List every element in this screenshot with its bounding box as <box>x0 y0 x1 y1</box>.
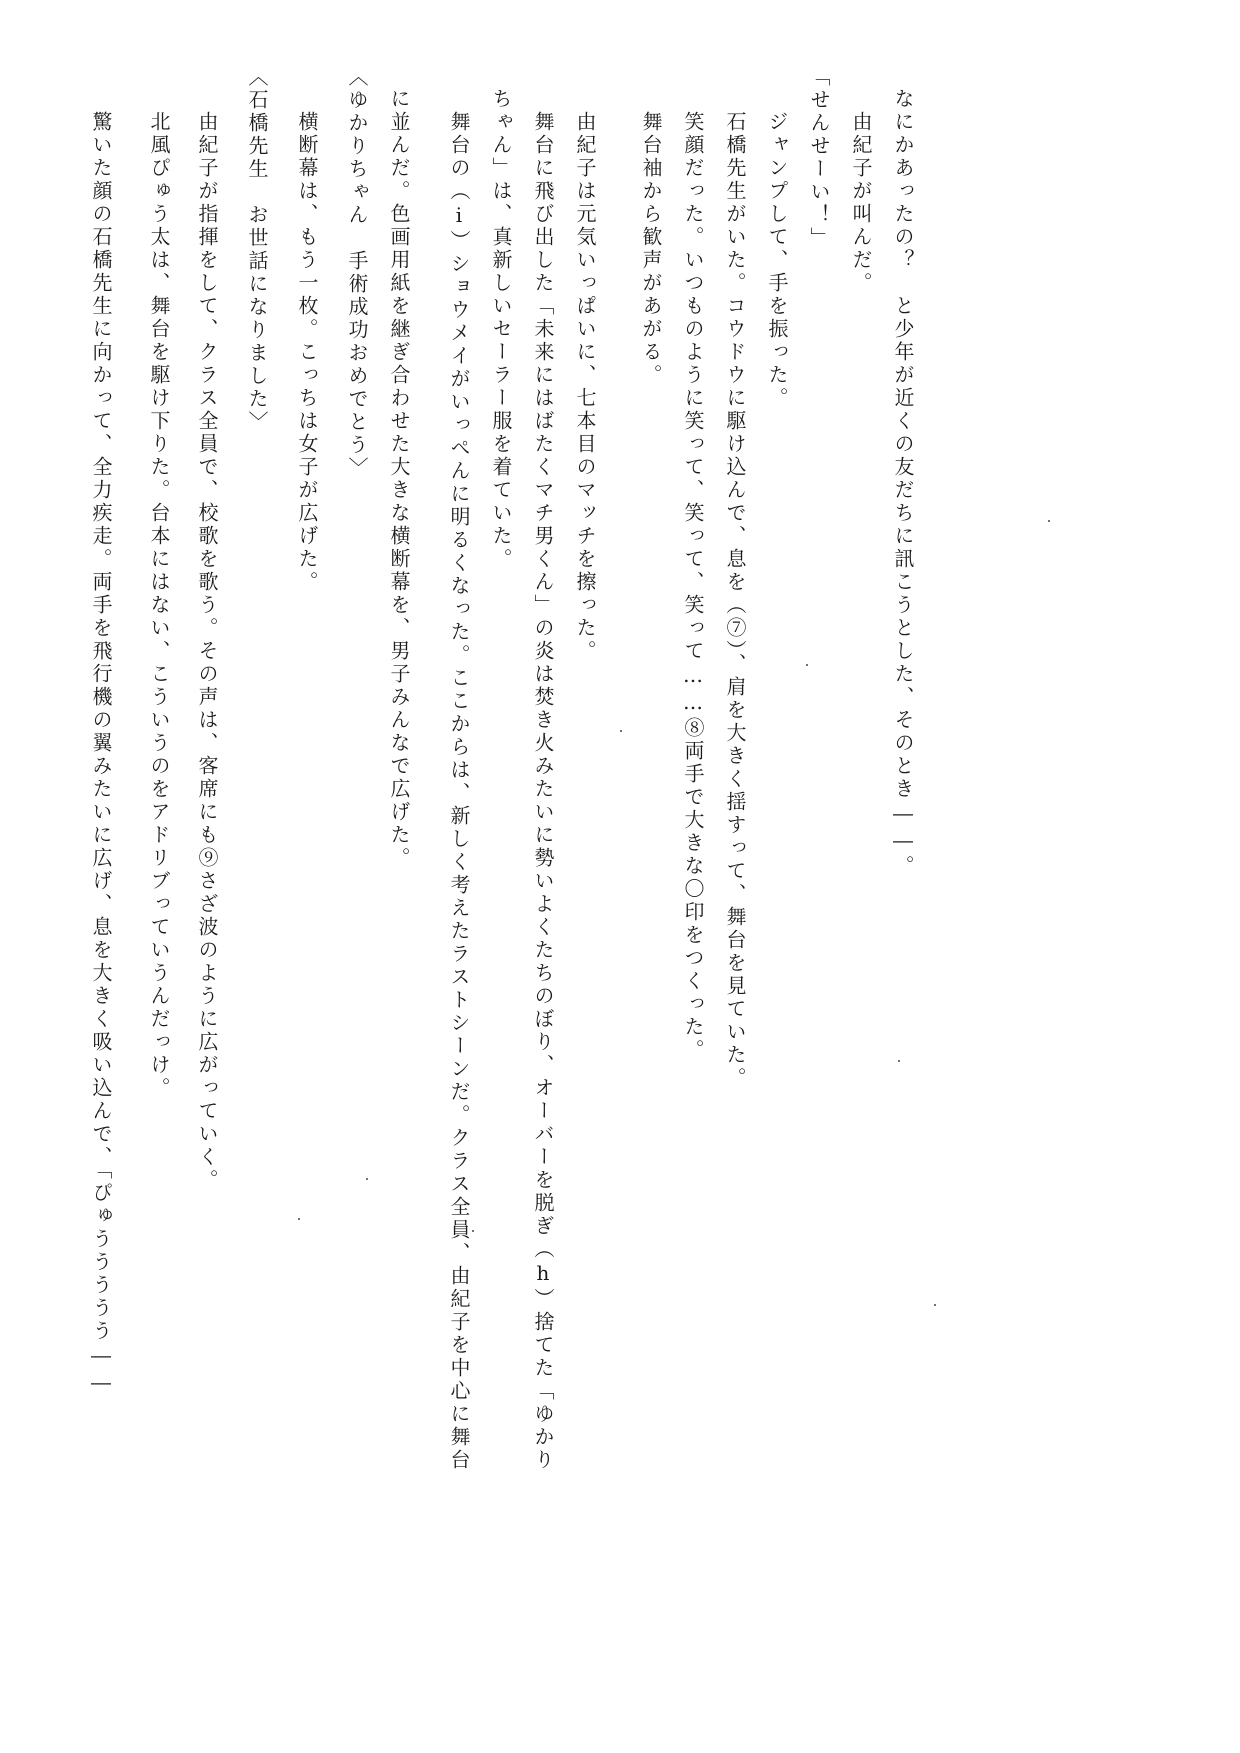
text-line-11: 舞台の（i）ショウメイがいっぺんに明るくなった。ここからは、新しく考えたラストシーンだ。クラス全員、由紀子を中心に舞台 <box>447 88 471 1472</box>
text-line-10: ちゃん」は、真新しいセーラー服を着ていた。 <box>489 88 513 571</box>
text-line-18: 驚いた顔の石橋先生に向かって、全力疾走。両手を飛行機の翼みたいに広げ、息を大きく吸い込んで、「ぴゅううううう―― <box>89 88 113 1397</box>
text-line-12: に並んだ。色画用紙を継ぎ合わせた大きな横断幕を、男子みんなで広げた。 <box>387 88 411 870</box>
text-line-3: 「せんせーい！」 <box>807 66 831 250</box>
text-line-5: 石橋先生がいた。コウドウに駆け込んで、息を（⑦）、肩を大きく揺すって、舞台を見ていた。 <box>723 88 747 1090</box>
scan-speck <box>472 1230 474 1232</box>
scan-speck <box>806 664 808 666</box>
text-line-2: 由紀子が叫んだ。 <box>849 88 873 295</box>
scan-speck <box>366 1178 368 1180</box>
text-line-13: 〈ゆかりちゃん 手術成功おめでとう〉 <box>345 66 369 480</box>
scan-speck <box>898 1060 900 1062</box>
text-line-15: 〈石橋先生 お世話になりました〉 <box>245 66 269 434</box>
text-line-14: 横断幕は、もう一枚。こっちは女子が広げた。 <box>295 88 319 594</box>
text-line-9: 舞台に飛び出した「未来にはばたくマチ男くん」の炎は焚き火みたいに勢いよくたちのぼり、オーバーを脱ぎ（h）捨てた「ゆかり <box>531 88 555 1472</box>
text-line-6: 笑顔だった。いつものように笑って、笑って、笑って……⑧両手で大きな〇印をつくった。 <box>681 88 705 1062</box>
scan-speck <box>298 1218 300 1220</box>
scan-speck <box>620 730 622 732</box>
text-line-4: ジャンプして、手を振った。 <box>765 88 789 410</box>
text-line-1: なにかあったの？ と少年が近くの友だちに訊こうとした、そのとき――。 <box>891 88 915 878</box>
text-line-7: 舞台袖から歓声があがる。 <box>639 88 663 387</box>
text-line-17: 北風ぴゅう太は、舞台を駆け下りた。台本にはない、こういうのをアドリブっていうんだっけ。 <box>147 88 171 1100</box>
scan-speck <box>1048 520 1050 522</box>
scan-speck <box>934 1304 936 1306</box>
text-line-16: 由紀子が指揮をして、クラス全員で、校歌を歌う。その声は、客席にも⑨さざ波のように広がっていく。 <box>195 88 219 1192</box>
text-line-8: 由紀子は元気いっぱいに、七本目のマッチを擦った。 <box>573 88 597 663</box>
